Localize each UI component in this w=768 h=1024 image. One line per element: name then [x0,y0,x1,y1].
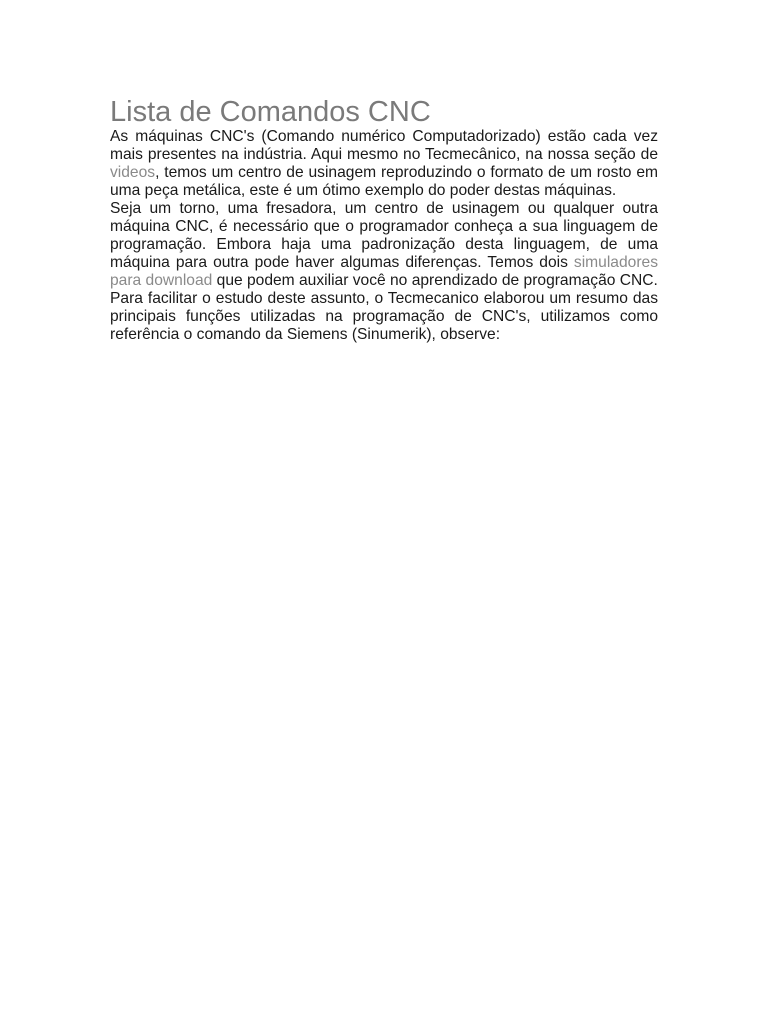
simulators-download-link[interactable]: simuladores para download [110,254,658,289]
page-title: Lista de Comandos CNC [110,96,431,128]
paragraph-programming [110,200,658,290]
paragraph-intro [110,128,658,200]
paragraph-programming-text-end: que podem auxiliar você no aprendizado de programação CNC. [212,272,658,289]
videos-link[interactable]: videos [110,164,156,181]
paragraph-intro-text-start: As máquinas CNC's (Comando numérico Computadorizado) estão cada vez mais presentes na indústria. Aqui mesmo no Tecmecânico, na nossa seção de [110,128,658,163]
paragraph-programming-text-start: Seja um torno, uma fresadora, um centro de usinagem ou qualquer outra máquina CNC, é necessário que o programador conheça a sua linguagem de programação. Embora haja uma padronização desta linguagem, de uma máquina para outra pode haver algumas diferenças. Temos dois [110,200,658,271]
paragraph-intro-text-end: , temos um centro de usinagem reproduzindo o formato de um rosto em uma peça metálica, este é um ótimo exemplo do poder destas máquinas. [110,164,658,199]
paragraph-summary: Para facilitar o estudo deste assunto, o Tecmecanico elaborou um resumo das principais funções utilizadas na programação de CNC's, utilizamos como referência o comando da Siemens (Sinumerik), observe: [110,290,658,343]
document-page [110,96,658,344]
